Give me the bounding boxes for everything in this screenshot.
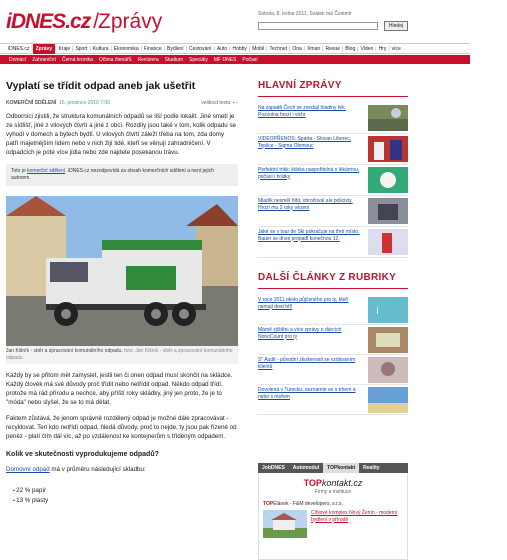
paragraph: Domovní odpad má v průměru následující skladbu:	[6, 466, 146, 473]
nav-separator: |	[110, 45, 112, 52]
company-name[interactable]: Elánek - F&M developers, s.r.o.	[273, 501, 343, 507]
nav-item[interactable]: Kraje	[58, 45, 71, 52]
photo-author: foto: Jan Kišník - sběr a zpracování komunálního odpadu	[6, 348, 233, 361]
site-logo[interactable]	[6, 10, 162, 34]
date-line: Sobota, 8. ledna 2011, Svátek má Čestmír	[258, 11, 352, 17]
secondary-nav	[0, 55, 470, 64]
tab-jobdnes[interactable]: JobDNES	[262, 465, 285, 471]
nav-separator: |	[185, 45, 188, 52]
list-item[interactable]: Mladík nesměl řídit, ohrožoval ale policisty. Hrozí mu 3 roky vězení	[258, 196, 408, 227]
more-articles-list	[258, 295, 408, 415]
main-news-title: HLAVNÍ ZPRÁVY	[258, 80, 408, 97]
site-header	[0, 0, 507, 40]
list-item[interactable]: Na západě Čech se zvedají hladiny řek. Pozvolna hrozí i vichr	[258, 103, 408, 134]
article-date: 16. prosince 2010 7:00	[59, 100, 110, 106]
news-thumb[interactable]	[368, 327, 408, 353]
nav-item[interactable]: Hobby	[232, 45, 247, 52]
nav-item[interactable]: Ona	[292, 45, 302, 52]
news-thumb[interactable]	[368, 105, 408, 131]
more-articles-title: DALŠÍ ČLÁNKY Z RUBRIKY	[258, 272, 408, 289]
article	[6, 80, 238, 506]
nav-item[interactable]: Revue	[325, 45, 340, 52]
subnav-item[interactable]: Speciály	[188, 56, 208, 63]
nav-item[interactable]: Finance	[143, 45, 162, 52]
paragraph: Faktem zůstává, že jenom správně rozdělený odpad je možné dále zpracovávat - recyklovat. Ten kdo netřídí odpad, hledá důvody, proč to nejde, ty jsou pak řízené od peněz - platí čím dál víc, až po vzdálenost ke kontejnerům s tříděným odpadem.	[6, 415, 237, 440]
nav-item[interactable]: Zprávy	[33, 44, 55, 54]
article-perex: Odborníci zjistili, že struktura komunálních odpadů se liší podle lokalit. Jiné smetí je ze sídlišť, jiné z vilových čtvrtí a jiné z obcí. Rozdíly jsou také v tom, kolik odpadu se vyhodí v domech a bytech bydlí. U vilových čtvrtí záleží třeba na tom, zda domy patří majetnějším lidem nebo v nich žijí lidé, kteří se věnují zahradničení. V odpadcích je poté více jídla nebo zde najdete posekanou trávu.	[6, 113, 236, 156]
article-title: Vyplatí se třídit odpad aneb jak ušetřit	[6, 80, 196, 92]
waste-list	[13, 486, 238, 506]
domestic-waste-link[interactable]: Domovní odpad	[6, 466, 50, 473]
list-item[interactable]: S" Audit - původní zkušenosti se vzdáváním klientů	[258, 355, 408, 385]
tab-reality[interactable]: Reality	[363, 465, 380, 471]
nav-separator: |	[89, 45, 91, 52]
main-news-list	[258, 103, 408, 258]
nav-item[interactable]: Bydlení	[167, 45, 184, 52]
news-thumb[interactable]	[368, 198, 408, 224]
tab-automodul[interactable]: Automodul	[292, 465, 320, 471]
tab-topkontakt[interactable]: TOPkontakt	[323, 463, 359, 473]
news-thumb[interactable]	[368, 357, 408, 383]
nav-item[interactable]: více	[391, 45, 401, 52]
text-size-control[interactable]: velikost textu: ▪ ▫	[201, 100, 238, 106]
nav-item[interactable]: Mobil	[252, 45, 265, 52]
subnav-item[interactable]: Zahraniční	[32, 56, 56, 63]
list-item[interactable]: Cihlové komplex Nový Ženín - moderní bydlení v přírodě	[259, 510, 407, 538]
list-item[interactable]: Dovolená v Turecku, seznamte se s trhem a nebo s mořem	[258, 385, 408, 415]
nav-separator: |	[213, 45, 215, 52]
nav-item[interactable]: Blog	[345, 45, 356, 52]
list-item[interactable]: Perfektní trikk: klárka naspořitelná s lékárnou, počasí i hrátky	[258, 165, 408, 196]
nav-separator: |	[266, 45, 268, 52]
list-item[interactable]: V roce 2011 okolo půjčeného pro ty, kteří nemají dost bříl i	[258, 295, 408, 325]
article-meta	[6, 100, 238, 106]
search-button[interactable]: Hledej	[384, 21, 408, 31]
nav-separator: |	[55, 45, 57, 52]
logo-section: Zprávy	[98, 10, 163, 33]
nav-item[interactable]: Video	[360, 45, 374, 52]
primary-nav	[0, 43, 470, 54]
topkontakt-subtitle: Firmy a instituce	[314, 489, 352, 495]
nav-item[interactable]: Auto	[216, 45, 228, 52]
list-item[interactable]: Mámě zjištěni a více zprávy o dárcích NonoCount pro ty	[258, 325, 408, 355]
nav-separator: |	[163, 45, 166, 52]
list-item[interactable]: VIDEOPŘENOS: Sparta - Slovan Liberec, Teplice - Sigma Olomouc	[258, 134, 408, 165]
svg-text:i: i	[376, 306, 379, 317]
nav-item[interactable]: Xman	[307, 45, 321, 52]
partner-tabs	[258, 463, 408, 473]
nav-separator: |	[341, 45, 344, 52]
nav-item[interactable]: Cestování	[189, 45, 212, 52]
search-input[interactable]	[258, 22, 378, 30]
photo-caption: Jan Kišník - sběr a zpracování komunálního odpadu. foto: Jan Kišník - sběr a zpracování komunálního odpadu	[6, 346, 238, 364]
truck-illustration	[6, 196, 238, 346]
subheading: Kolik ve skutečnosti vyprodukujeme odpadů?	[6, 451, 159, 458]
sidebar	[258, 80, 408, 415]
topkontakt-company-row: TOPElánek - F&M developers, s.r.o.	[263, 501, 343, 507]
topkontakt-logo[interactable]: TOPkontakt.cz	[303, 478, 363, 488]
news-thumb[interactable]	[368, 136, 408, 162]
subnav-item[interactable]: Revíziera	[137, 56, 159, 63]
subnav-item[interactable]: Očima čtenářů	[99, 56, 132, 63]
house-photo[interactable]	[263, 510, 307, 538]
nav-item[interactable]: Kultura	[92, 45, 109, 52]
nav-separator: |	[140, 45, 142, 52]
logo-tld: .cz	[65, 10, 91, 33]
commercial-note: Toto je komerční sdělení. iDNES.cz nezodpovídá za obsah komerčních sdělení a není jejich autorem.	[6, 164, 238, 186]
section-label: KOMERČNÍ SDĚLENÍ	[6, 100, 57, 106]
subnav-item[interactable]: Černá kronika	[61, 56, 93, 63]
article-body	[6, 371, 238, 506]
list-item[interactable]: Jaké se v tour de Ski pokračuje na třetí místo. Bauer se dnes propadl konečnou 12.	[258, 227, 408, 258]
truck-photo[interactable]	[6, 196, 238, 346]
nav-item[interactable]: Ekonomika	[113, 45, 139, 52]
nav-separator: |	[388, 45, 390, 52]
nav-item[interactable]: Technet	[269, 45, 287, 52]
paragraph: Každý by se přitom měl zamyslet, jestli ten či onen odpad musí skončit na skládce. Každý člověk má své důvody proč třídit nebo netřídit odpad. Někdo odpad třídí, protože má rád přírodu a nechce, aby příští roky skládky, jiný jen proto, že je to "móda" nebo slyšel, že se to má dělat.	[6, 372, 233, 406]
nav-separator: |	[322, 45, 324, 52]
news-thumb[interactable]	[368, 167, 408, 193]
subnav-item[interactable]: MF DNES	[213, 56, 237, 63]
nav-separator: |	[289, 45, 291, 52]
topkontakt-box	[258, 473, 408, 560]
list-item: ▪ 13 % plasty	[13, 496, 238, 506]
nav-separator: |	[248, 45, 251, 52]
logo-slash: /	[93, 10, 99, 33]
commercial-link[interactable]: komerční sdělení	[27, 168, 66, 174]
nav-item[interactable]: Sport	[75, 45, 88, 52]
nav-separator: |	[357, 45, 359, 52]
subnav-item[interactable]: Počasí	[242, 56, 258, 63]
news-thumb[interactable]	[368, 229, 408, 255]
nav-separator: |	[375, 45, 377, 52]
logo-brand: iDNES	[6, 10, 66, 33]
nav-item[interactable]: Hry	[378, 45, 387, 52]
subnav-item[interactable]: Domácí	[9, 56, 27, 63]
list-item: ▪ 22 % papír	[13, 486, 238, 496]
nav-separator: |	[72, 45, 74, 52]
nav-item[interactable]: iDNES.cz	[8, 45, 30, 52]
news-thumb[interactable]	[368, 387, 408, 413]
news-thumb[interactable]	[368, 297, 408, 323]
nav-separator: |	[303, 45, 306, 52]
subnav-item[interactable]: Studium	[164, 56, 183, 63]
nav-separator: |	[229, 45, 231, 52]
